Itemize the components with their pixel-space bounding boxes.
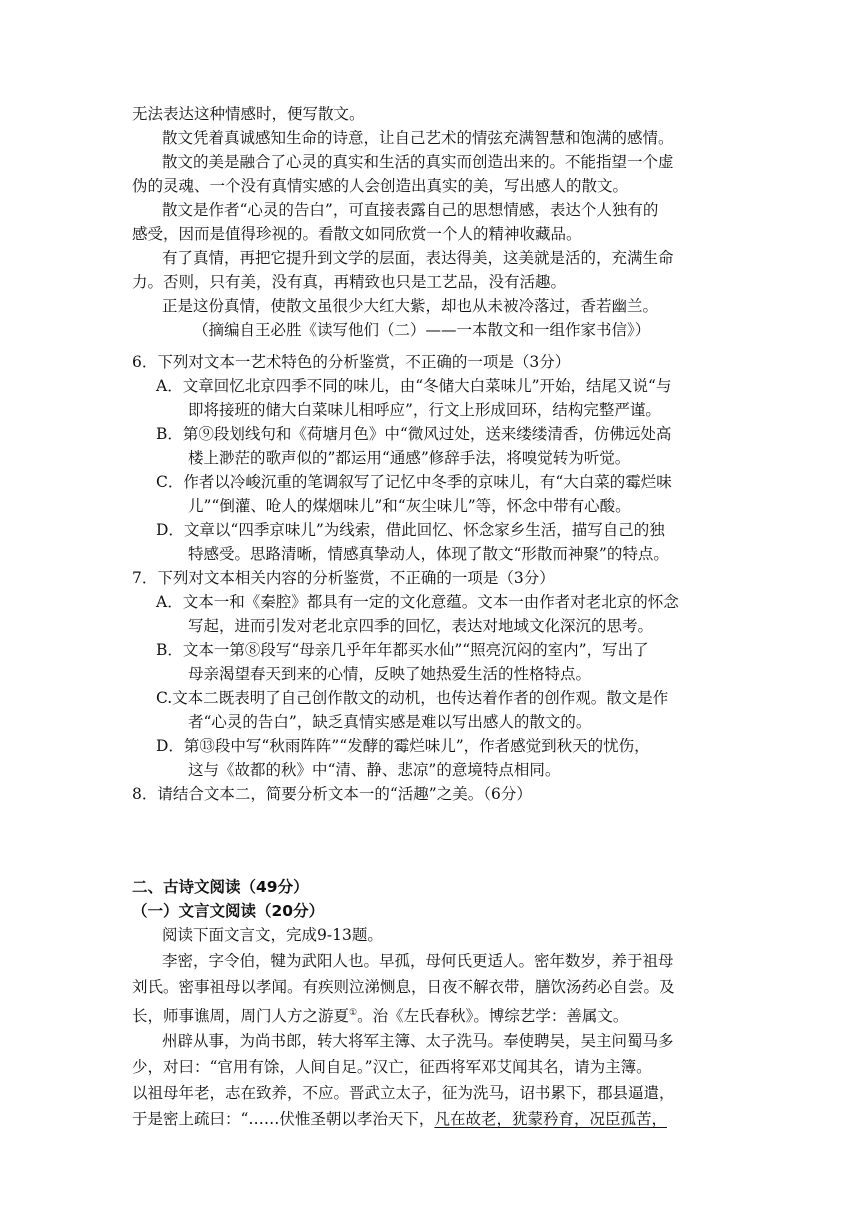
q7-option-d: D．第⑬段中写“秋雨阵阵”“发酵的霉烂味儿”，作者感觉到秋天的忧伤， (156, 737, 650, 755)
passage-line: 伪的灵魂、一个没有真情实感的人会创造出真实的美，写出感人的散文。 (132, 177, 629, 195)
q6-option-a-cont: 即将接班的储大白菜味儿相呼应”，行文上形成回环，结构完整严谨。 (188, 401, 661, 419)
classical-text-line: 以祖母年老，志在致养，不应。晋武立太子，征为洗马，诏书累下，郡县逼遣， (132, 1084, 675, 1102)
underlined-sentence: 凡在故老，犹蒙矜育，况臣孤苦， (434, 1110, 667, 1128)
source-citation: （摘编自王必胜《读写他们（二）——一本散文和一组作家书信》） (193, 321, 651, 339)
passage-line: 散文凭着真诚感知生命的诗意，让自己艺术的情弦充满智慧和饱满的感情。 (162, 129, 674, 147)
question-6-stem: 6．下列对文本一艺术特色的分析鉴赏，不正确的一项是（3分） (132, 353, 571, 371)
classical-text-line: 州辟从事，为尚书郎，转大将军主簿、太子洗马。奉使聘吴，吴主问蜀马多 (162, 1032, 674, 1050)
passage-line: 散文的美是融合了心灵的真实和生活的真实而创造出来的。不能指望一个虚 (162, 153, 674, 171)
footnote-marker: ① (349, 1008, 358, 1018)
classical-text-line (132, 1108, 667, 1130)
classical-text-line: 李密，字令伯，犍为武阳人也。早孤，母何氏更适人。密年数岁，养于祖母 (162, 952, 674, 970)
classical-text-segment: 于是密上疏曰：“……伏惟圣朝以孝治天下， (132, 1110, 435, 1128)
classical-text-segment: 。治《左氏春秋》。博综艺学：善属文。 (357, 1007, 629, 1026)
q7-option-c: C.文本二既表明了自己创作散文的动机，也传达着作者的创作观。散文是作 (156, 689, 669, 707)
q6-option-c: C．作者以冷峻沉重的笔调叙写了记忆中冬季的京味儿，有“大白菜的霉烂味 (156, 473, 672, 491)
q6-option-d-cont: 特感受。思路清晰，情感真挚动人，体现了散文“形散而神聚”的特点。 (188, 545, 669, 563)
classical-text-line (132, 1002, 628, 1027)
q6-option-b-cont: 楼上渺茫的歌声似的”都运用“通感”修辞手法，将嗅觉转为听觉。 (188, 449, 631, 467)
question-7-stem: 7．下列对文本相关内容的分析鉴赏，不正确的一项是（3分） (132, 569, 555, 587)
passage-line: 力。否则，只有美，没有真，再精致也只是工艺品，没有活趣。 (132, 273, 567, 291)
passage-line: 散文是作者“心灵的告白”，可直接表露自己的思想情感，表达个人独有的 (162, 201, 659, 219)
q7-option-c-cont: 者“心灵的告白”，缺乏真情实感是难以写出感人的散文的。 (188, 713, 592, 731)
passage-line: 正是这份真情，使散文虽很少大红大紫，却也从未被冷落过，香若幽兰。 (162, 297, 659, 315)
instruction: 阅读下面文言文，完成9-13题。 (162, 926, 383, 944)
q7-option-a-cont: 写起，进而引发对老北京四季的回忆，表达对地域文化深沉的思考。 (188, 617, 654, 635)
subsection-title: （一）文言文阅读（20分） (132, 902, 325, 920)
passage-line: 无法表达这种情感时，便写散文。 (132, 105, 365, 123)
q7-option-a: A．文本一和《秦腔》都具有一定的文化意蕴。文本一由作者对老北京的怀念 (156, 593, 679, 611)
q7-option-b: B．文本一第⑧段写“母亲几乎年年都买水仙”“照亮沉闷的室内”，写出了 (156, 641, 649, 659)
q6-option-c-cont: 儿”“倒灌、呛人的煤烟味儿”和“灰尘味儿”等，怀念中带有心酸。 (188, 497, 631, 515)
classical-text-segment: 长，师事谯周，周门人方之游夏 (132, 1007, 350, 1026)
q6-option-d: D．文章以“四季京味儿”为线索，借此回忆、怀念家乡生活，描写自己的独 (156, 521, 665, 539)
question-8-stem: 8．请结合文本二，简要分析文本一的“活趣”之美。（6分） (132, 785, 532, 803)
passage-line: 有了真情，再把它提升到文学的层面，表达得美，这美就是活的，充满生命 (162, 249, 674, 267)
q6-option-a: A．文章回忆北京四季不同的味儿，由“冬储大白菜味儿”开始，结尾又说“与 (156, 377, 672, 395)
passage-line: 感受，因而是值得珍视的。看散文如同欣赏一个人的精神收藏品。 (132, 225, 582, 243)
q7-option-b-cont: 母亲渴望春天到来的心情，反映了她热爱生活的性格特点。 (188, 665, 592, 683)
q7-option-d-cont: 这与《故都的秋》中“清、静、悲凉”的意境特点相同。 (188, 761, 561, 779)
classical-text-line: 刘氏。密事祖母以孝闻。有疾则泣涕恻息，日夜不解衣带，膳饮汤药必自尝。及 (132, 978, 675, 996)
section-title: 二、古诗文阅读（49分） (132, 878, 309, 896)
classical-text-line: 少，对曰：“官用有馀，人间自足。”汉亡，征西将军邓艾闻其名，请为主簿。 (132, 1058, 652, 1076)
q6-option-b: B．第⑨段划线句和《荷塘月色》中“微风过处，送来缕缕清香，仿佛远处高 (156, 425, 672, 443)
